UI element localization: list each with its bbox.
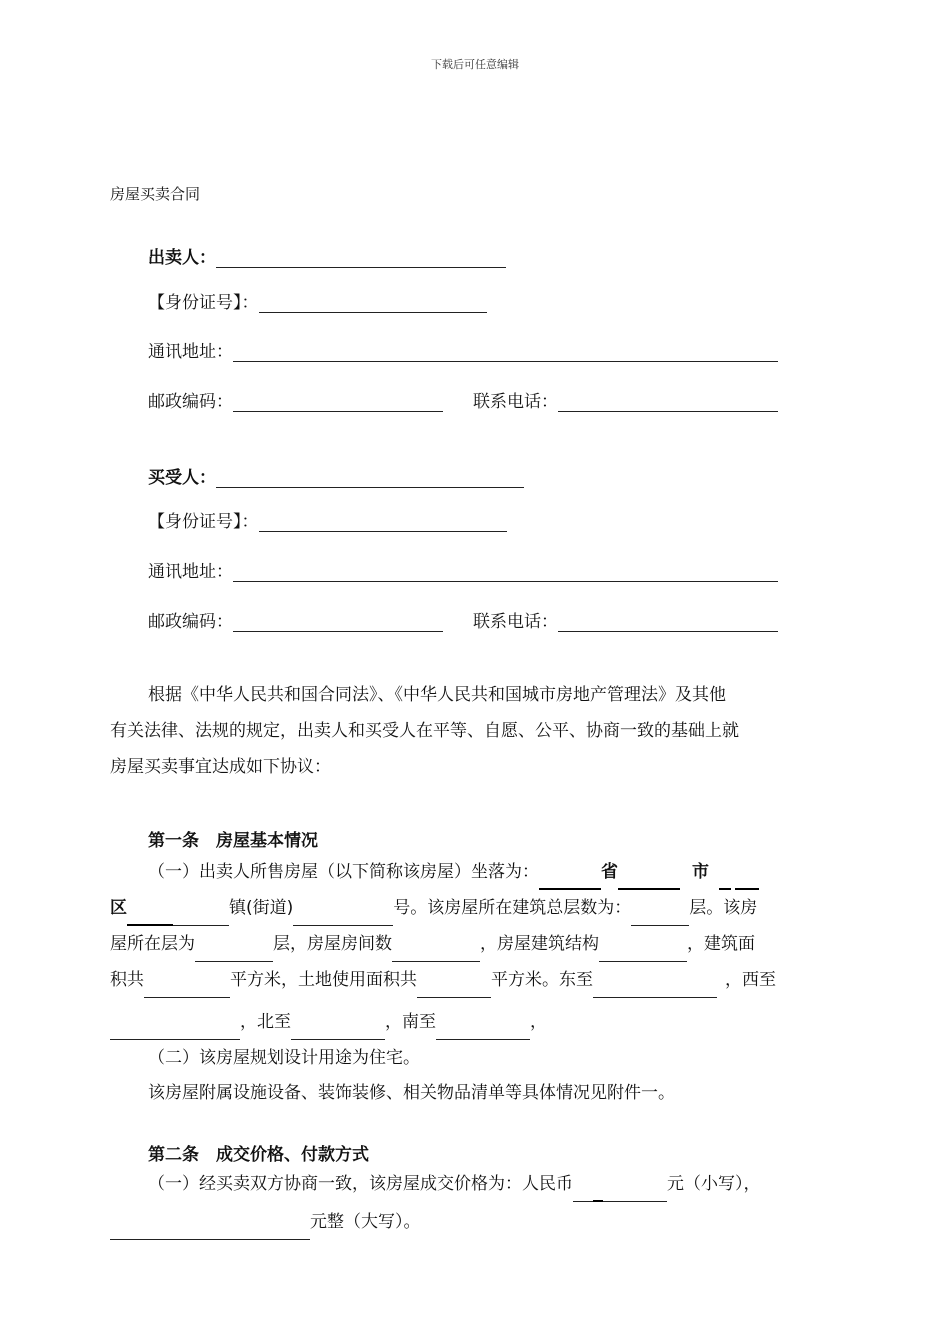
price-numeric-field-a[interactable] — [573, 1181, 593, 1202]
price-numeric-field-c[interactable] — [603, 1181, 667, 1202]
total-floors-label: 号。该房屋所在建筑总层数为： — [393, 898, 632, 918]
buyer-id-field[interactable] — [259, 511, 507, 532]
total-floors-field[interactable] — [631, 905, 689, 926]
price-uppercase-unit: 元整（大写）。 — [310, 1212, 421, 1232]
location-intro: （一）出卖人所售房屋（以下简称该房屋）坐落为： — [148, 862, 539, 882]
district-label: 区 — [110, 898, 127, 918]
article1-item2: （二）该房屋规划设计用途为住宅。 — [148, 1048, 420, 1068]
buyer-address-label: 通讯地址： — [148, 562, 233, 582]
room-count-label: 层，房屋房间数 — [273, 934, 392, 954]
province-field[interactable] — [539, 868, 601, 890]
buyer-postcode-row — [148, 607, 443, 632]
price-numeric-unit: 元（小写）， — [667, 1174, 761, 1194]
building-area-field[interactable] — [144, 977, 230, 998]
province-label: 省 — [601, 862, 618, 882]
east-label: 平方米。东至 — [491, 970, 593, 990]
seller-id-field[interactable] — [259, 292, 487, 313]
buyer-id-row — [148, 507, 507, 532]
seller-phone-label: 联系电话： — [473, 392, 558, 412]
land-area-field[interactable] — [417, 977, 491, 998]
seller-id-row — [148, 288, 487, 313]
city-field[interactable] — [618, 868, 680, 890]
article1-item1-line3 — [110, 926, 755, 962]
article2-item1-line2 — [110, 1204, 421, 1240]
price-intro: （一）经买卖双方协商一致，该房屋成交价格为：人民币 — [148, 1174, 573, 1194]
preamble-line-3: 房屋买卖事宜达成如下协议： — [110, 757, 331, 777]
district-field-b[interactable] — [735, 868, 759, 890]
seller-postcode-row — [148, 387, 443, 412]
buyer-label: 买受人： — [148, 468, 216, 488]
north-boundary-field[interactable] — [291, 1019, 385, 1040]
street-number-field[interactable] — [293, 905, 393, 926]
article2-heading: 第二条 成交价格、付款方式 — [148, 1145, 369, 1165]
structure-label: ，房屋建筑结构 — [480, 934, 599, 954]
article1-item1-line2 — [110, 890, 757, 926]
east-boundary-field[interactable] — [593, 977, 717, 998]
room-count-field[interactable] — [392, 941, 480, 962]
area-prefix: 积共 — [110, 970, 144, 990]
buyer-address-field[interactable] — [233, 561, 778, 582]
seller-name-field[interactable] — [216, 247, 506, 268]
buyer-label-row — [148, 463, 524, 488]
land-area-label: 平方米，土地使用面积共 — [230, 970, 417, 990]
seller-postcode-label: 邮政编码： — [148, 392, 233, 412]
district-name-field[interactable] — [127, 904, 173, 926]
city-label: 市 — [692, 862, 709, 882]
seller-address-label: 通讯地址： — [148, 342, 233, 362]
price-uppercase-field[interactable] — [110, 1219, 310, 1240]
preamble-line-1: 根据《中华人民共和国合同法》、《中华人民共和国城市房地产管理法》及其他 — [148, 685, 726, 705]
buyer-id-label: 【身份证号】： — [148, 512, 259, 532]
buyer-phone-row — [473, 607, 778, 632]
structure-field[interactable] — [599, 941, 687, 962]
south-label: ，南至 — [385, 1012, 436, 1032]
buyer-postcode-field[interactable] — [233, 611, 443, 632]
seller-address-row — [148, 337, 778, 362]
west-boundary-field[interactable] — [110, 1019, 240, 1040]
seller-postcode-field[interactable] — [233, 391, 443, 412]
article1-heading: 第一条 房屋基本情况 — [148, 831, 318, 851]
article1-item1-line1 — [148, 854, 759, 890]
building-area-label: ，建筑面 — [687, 934, 755, 954]
district-field-a[interactable] — [719, 868, 731, 890]
floor-field[interactable] — [195, 941, 273, 962]
floor-label: 屋所在层为 — [110, 934, 195, 954]
seller-label: 出卖人： — [148, 248, 216, 268]
north-label: ，北至 — [240, 1012, 291, 1032]
buyer-name-field[interactable] — [216, 467, 524, 488]
article2-item1-line1 — [148, 1166, 761, 1202]
article1-note: 该房屋附属设施设备、装饰装修、相关物品清单等具体情况见附件一。 — [148, 1083, 675, 1103]
buyer-phone-field[interactable] — [558, 611, 778, 632]
header-note: 下载后可任意编辑 — [431, 58, 519, 71]
buyer-phone-label: 联系电话： — [473, 612, 558, 632]
south-boundary-field[interactable] — [436, 1019, 530, 1040]
article1-item1-line5 — [110, 1004, 547, 1040]
west-label: ，西至 — [725, 970, 776, 990]
preamble-line-2: 有关法律、法规的规定，出卖人和买受人在平等、自愿、公平、协商一致的基础上就 — [110, 721, 739, 741]
end-comma: ， — [530, 1012, 547, 1032]
seller-phone-field[interactable] — [558, 391, 778, 412]
price-numeric-field-b[interactable] — [593, 1180, 603, 1202]
seller-address-field[interactable] — [233, 341, 778, 362]
seller-label-row — [148, 243, 506, 268]
town-label: 镇(街道) — [229, 898, 294, 918]
article1-item1-line4 — [110, 962, 776, 998]
town-field[interactable] — [173, 905, 229, 926]
floors-unit-label: 层。该房 — [689, 898, 758, 918]
seller-id-label: 【身份证号】： — [148, 293, 259, 313]
buyer-postcode-label: 邮政编码： — [148, 612, 233, 632]
buyer-address-row — [148, 557, 778, 582]
document-title: 房屋买卖合同 — [110, 185, 201, 203]
seller-phone-row — [473, 387, 778, 412]
